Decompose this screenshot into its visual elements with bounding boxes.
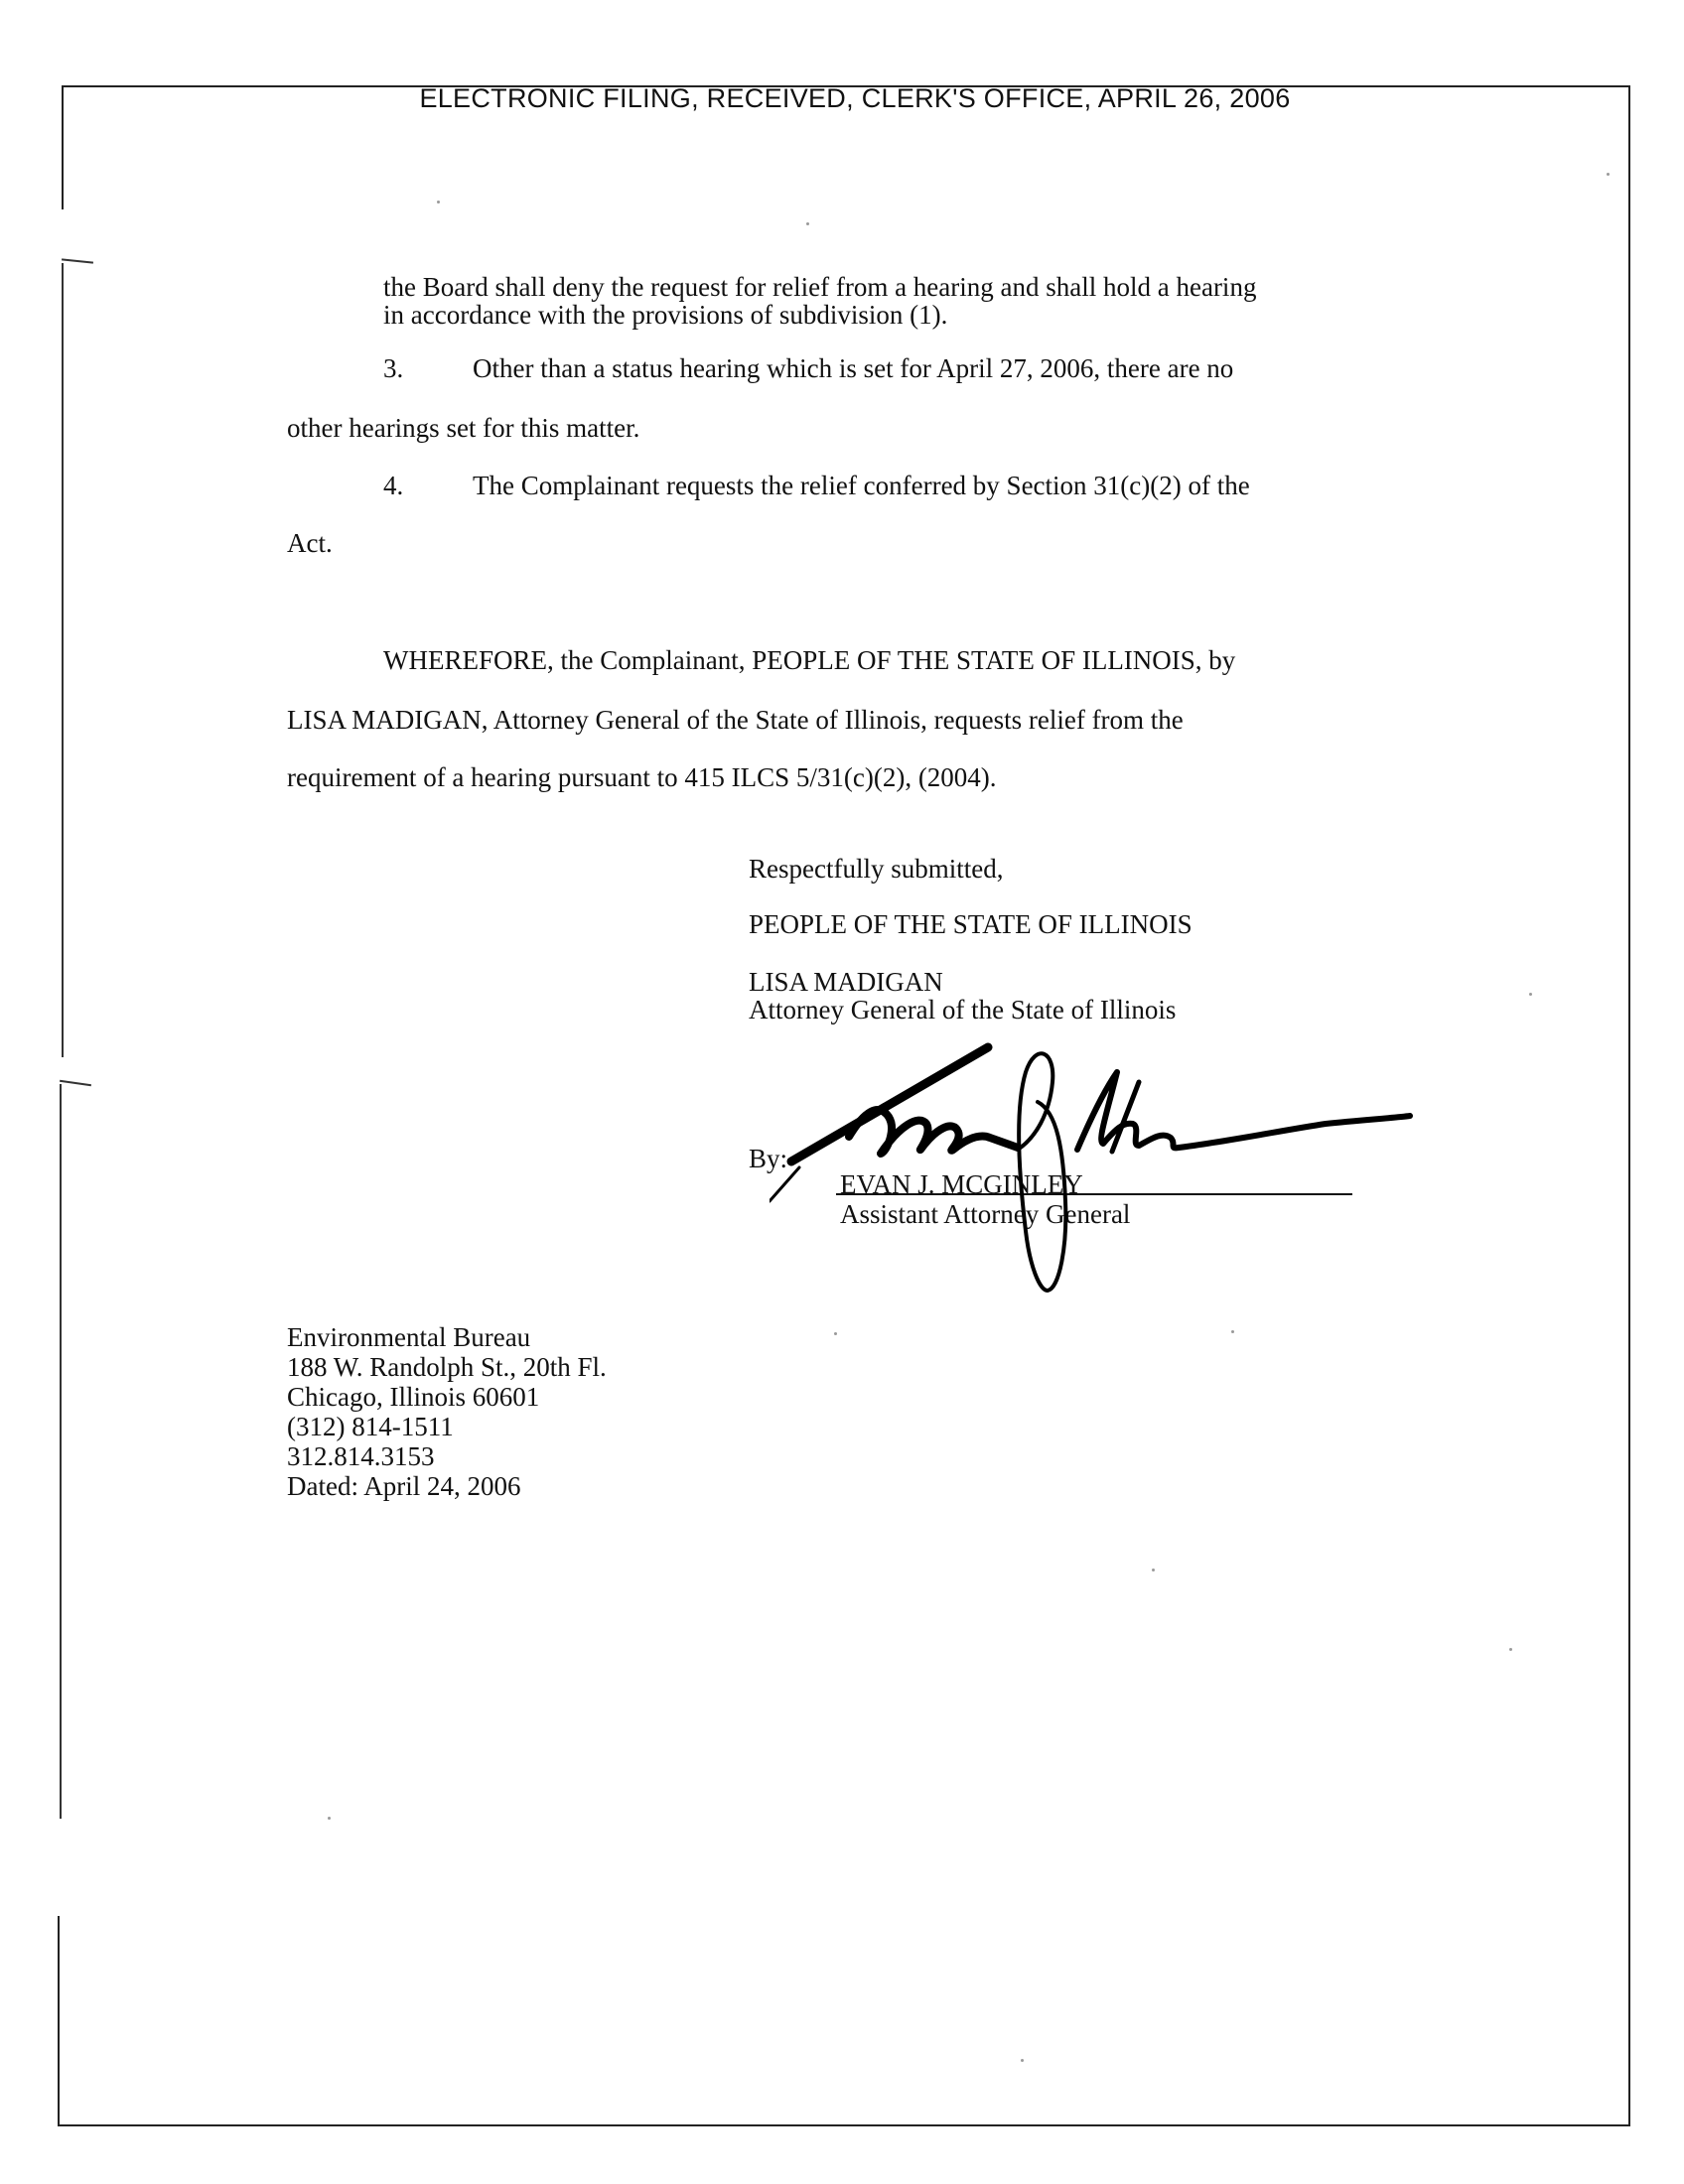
party-name: PEOPLE OF THE STATE OF ILLINOIS bbox=[749, 909, 1193, 939]
body-line: LISA MADIGAN, Attorney General of the State of Illinois, requests relief from the bbox=[287, 705, 1184, 735]
body-line: Other than a status hearing which is set for April 27, 2006, there are no bbox=[473, 353, 1234, 383]
scan-mark bbox=[62, 258, 93, 263]
handwritten-signature bbox=[770, 1042, 1425, 1300]
scan-speck bbox=[834, 1332, 837, 1335]
scan-speck bbox=[1509, 1648, 1512, 1651]
paragraph-number: 3. bbox=[383, 353, 404, 383]
attorney-name: LISA MADIGAN bbox=[749, 967, 943, 997]
scan-mark bbox=[60, 1080, 91, 1086]
scan-speck bbox=[1607, 173, 1610, 176]
page-border-left bbox=[58, 1916, 60, 2126]
phone-number: 312.814.3153 bbox=[287, 1441, 435, 1471]
phone-number: (312) 814-1511 bbox=[287, 1412, 454, 1441]
body-line: in accordance with the provisions of subdivision (1). bbox=[383, 300, 948, 330]
scan-speck bbox=[1152, 1569, 1155, 1571]
scan-speck bbox=[1021, 2059, 1024, 2062]
street-address: 188 W. Randolph St., 20th Fl. bbox=[287, 1352, 607, 1382]
body-line: Act. bbox=[287, 528, 333, 558]
scan-speck bbox=[1231, 1330, 1234, 1333]
body-line: requirement of a hearing pursuant to 415 ILCS 5/31(c)(2), (2004). bbox=[287, 762, 997, 792]
page-border-right bbox=[1628, 85, 1630, 2126]
page-border-left bbox=[60, 1084, 62, 1819]
body-line: The Complainant requests the relief conferred by Section 31(c)(2) of the bbox=[473, 471, 1250, 500]
city-state-zip: Chicago, Illinois 60601 bbox=[287, 1382, 540, 1412]
closing: Respectfully submitted, bbox=[749, 854, 1004, 884]
body-line: WHEREFORE, the Complainant, PEOPLE OF THE STATE OF ILLINOIS, by bbox=[383, 645, 1236, 675]
scan-speck bbox=[1529, 993, 1532, 996]
bureau: Environmental Bureau bbox=[287, 1322, 531, 1352]
scan-speck bbox=[437, 201, 440, 204]
page-border-bottom bbox=[58, 2124, 1630, 2126]
paragraph-number: 4. bbox=[383, 471, 404, 500]
signer-title: Assistant Attorney General bbox=[840, 1199, 1131, 1229]
by-label: By: bbox=[749, 1144, 788, 1173]
page-border-left bbox=[62, 263, 64, 1057]
signer-name: EVAN J. MCGINLEY bbox=[840, 1169, 1083, 1199]
scan-speck bbox=[806, 222, 809, 225]
body-line: the Board shall deny the request for relief from a hearing and shall hold a hearing bbox=[383, 272, 1257, 302]
body-line: other hearings set for this matter. bbox=[287, 413, 640, 443]
filing-stamp: ELECTRONIC FILING, RECEIVED, CLERK'S OFFICE, APRIL 26, 2006 bbox=[419, 83, 1291, 113]
scan-speck bbox=[328, 1817, 331, 1820]
attorney-title: Attorney General of the State of Illinois bbox=[749, 995, 1177, 1024]
date-line: Dated: April 24, 2006 bbox=[287, 1471, 521, 1501]
